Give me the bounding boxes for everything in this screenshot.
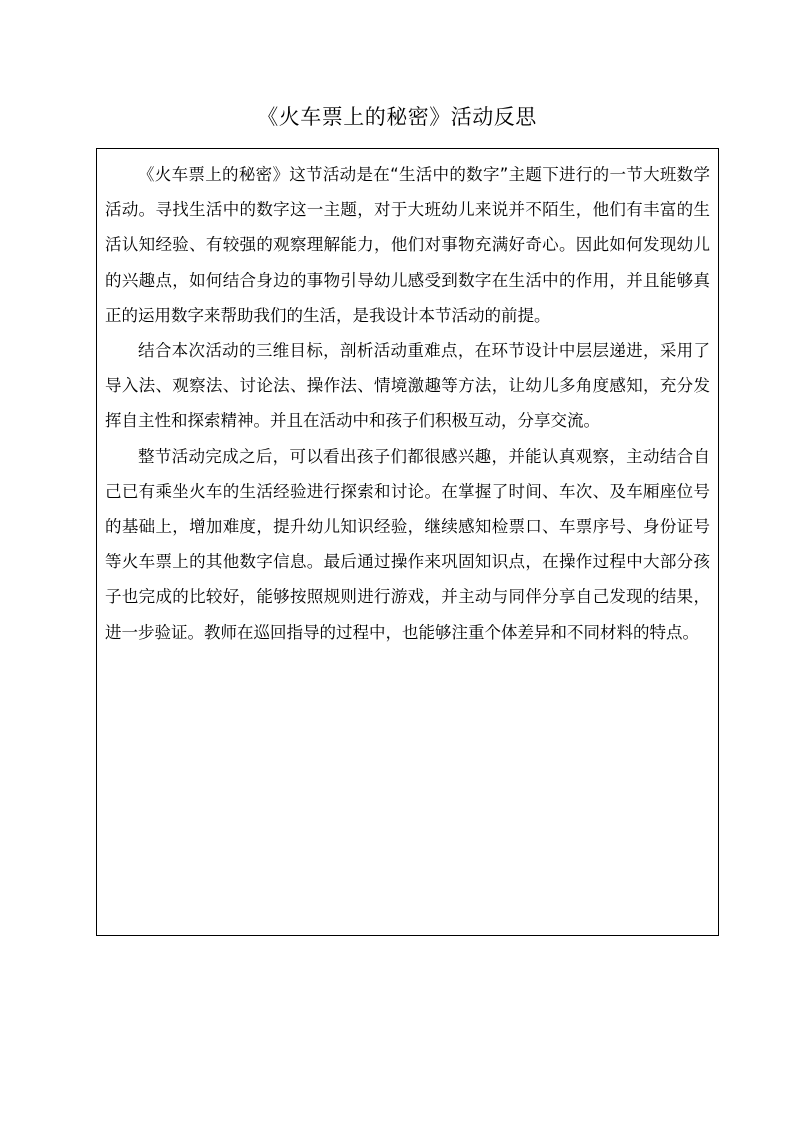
paragraph-1: 《火车票上的秘密》这节活动是在“生活中的数字”主题下进行的一节大班数学活动。寻找生活中的数字这一主题，对于大班幼儿来说并不陌生，他们有丰富的生活认知经验、有较强的观察理解能力，他们对事物充满好奇心。因此如何发现幼儿的兴趣点，如何结合身边的事物引导幼儿感受到数字在生活中的作用，并且能够真正的运用数字来帮助我们的生活，是我设计本节活动的前提。 xyxy=(105,165,710,325)
paragraph-3: 整节活动完成之后，可以看出孩子们都很感兴趣，并能认真观察，主动结合自己已有乘坐火车的生活经验进行探索和讨论。在掌握了时间、车次、及车厢座位号的基础上，增加难度，提升幼儿知识经验，继续感知检票口、车票序号、身份证号等火车票上的其他数字信息。最后通过操作来巩固知识点，在操作过程中大部分孩子也完成的比较好，能够按照规则进行游戏，并主动与同伴分享自己发现的结果，进一步验证。教师在巡回指导的过程中，也能够注重个体差异和不同材料的特点。 xyxy=(105,446,710,642)
paragraph-2: 结合本次活动的三维目标，剖析活动重难点，在环节设计中层层递进，采用了导入法、观察法、讨论法、操作法、情境激趣等方法，让幼儿多角度感知，充分发挥自主性和探索精神。并且在活动中和孩子们积极互动，分享交流。 xyxy=(105,341,710,431)
reflection-text-box xyxy=(96,148,719,936)
document-title: 《火车票上的秘密》活动反思 xyxy=(257,105,537,129)
